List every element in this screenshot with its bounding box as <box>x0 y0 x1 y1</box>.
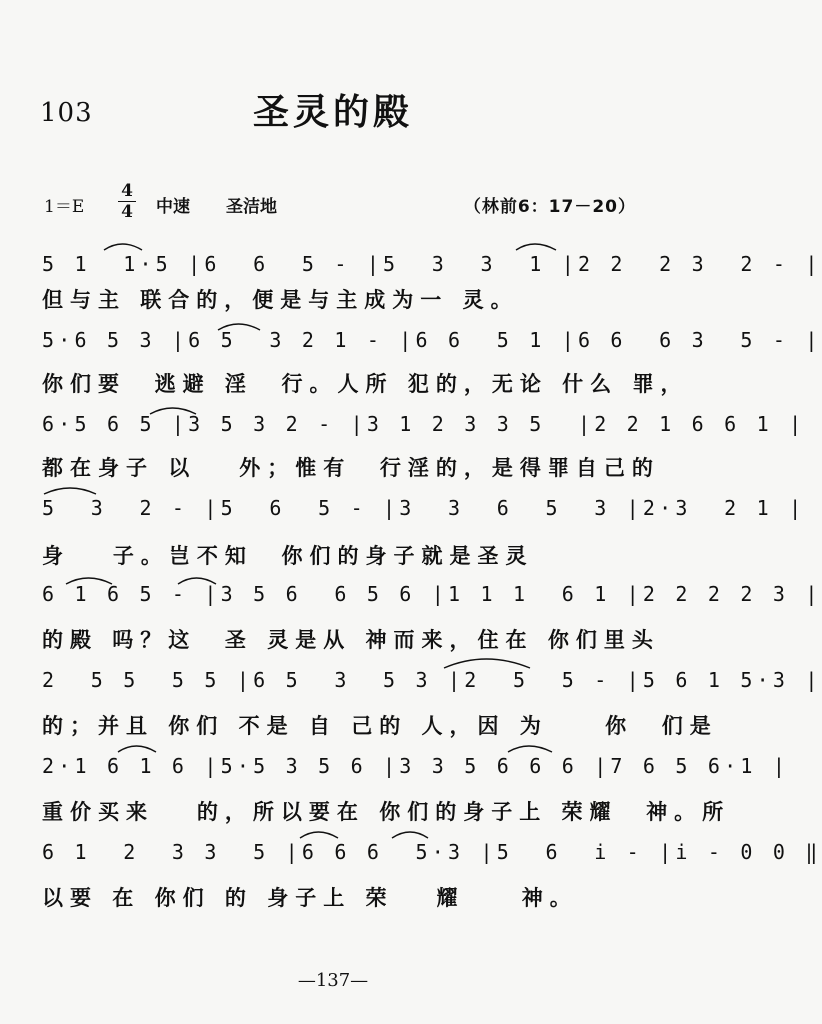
notation-line-3: 6·5 6 5 |3 5 3 2 - |3 1 2 3 3 5 |2 2 1 6 6 1 | <box>42 412 806 436</box>
hymn-number: 103 <box>40 98 93 128</box>
expression-marking: 圣洁地 <box>226 197 277 217</box>
time-signature-top: 4 <box>121 181 133 201</box>
lyrics-line-6: 的；并且 你们 不是 自 己的 人，因 为 你 们是 <box>42 714 718 738</box>
notation-line-8: 6 1 2 3 3 5 |6 6 6 5·3 |5 6 i - |i - 0 0 ‖ <box>42 840 822 864</box>
slur-mark <box>516 244 556 250</box>
key-signature: 1＝E <box>44 197 85 217</box>
slur-mark <box>508 746 552 752</box>
slur-mark <box>300 832 338 838</box>
lyrics-line-7: 重价买来 的，所以要在 你们的身子上 荣耀 神。所 <box>42 800 731 824</box>
slur-mark <box>44 488 96 494</box>
page-title: 圣灵的殿 <box>252 91 413 133</box>
notation-line-7: 2·1 6 1 6 |5·5 3 5 6 |3 3 5 6 6 6 |7 6 5 6·1 | <box>42 754 790 778</box>
score-header <box>44 182 636 222</box>
lyrics-line-4: 身 子。岂不知 你们的身子就是圣灵 <box>42 544 534 568</box>
notation-line-4: 5 3 2 - |5 6 5 - |3 3 6 5 3 |2·3 2 1 | <box>42 496 806 520</box>
slur-mark <box>118 746 156 752</box>
notation-line-6: 2 5 5 5 5 |6 5 3 5 3 |2 5 5 - |5 6 1 5·3 | <box>42 668 822 692</box>
slur-mark <box>444 659 530 668</box>
lyrics-line-2: 你们要 逃避 淫 行。人所 犯的，无论 什么 罪， <box>42 372 689 396</box>
slur-mark <box>104 244 142 250</box>
lyrics-line-3: 都在身子 以 外；惟有 行淫的，是得罪自己的 <box>42 456 660 480</box>
lyrics-line-1: 但与主 联合的，便是与主成为一 灵。 <box>42 288 519 312</box>
notation-line-2: 5·6 5 3 |6 5 3 2 1 - |6 6 5 1 |6 6 6 3 5 - | <box>42 328 822 352</box>
page-number: —137— <box>297 970 369 991</box>
scripture-reference: （林前6：17－20） <box>463 197 636 217</box>
notation-line-5: 6 1 6 5 - |3 5 6 6 5 6 |1 1 1 6 1 |2 2 2 2 3 | <box>42 582 822 606</box>
lyrics-line-8: 以要 在 你们 的 身子上 荣 耀 神。 <box>42 886 578 910</box>
notation-line-1: 5 1 1·5 |6 6 5 - |5 3 3 1 |2 2 2 3 2 - | <box>42 252 822 276</box>
time-signature-bottom: 4 <box>121 202 133 222</box>
lyrics-line-5: 的殿 吗？这 圣 灵是从 神而来，住在 你们里头 <box>42 628 660 652</box>
slur-mark <box>392 832 428 838</box>
tempo-marking: 中速 <box>156 197 190 217</box>
time-signature <box>118 182 136 221</box>
